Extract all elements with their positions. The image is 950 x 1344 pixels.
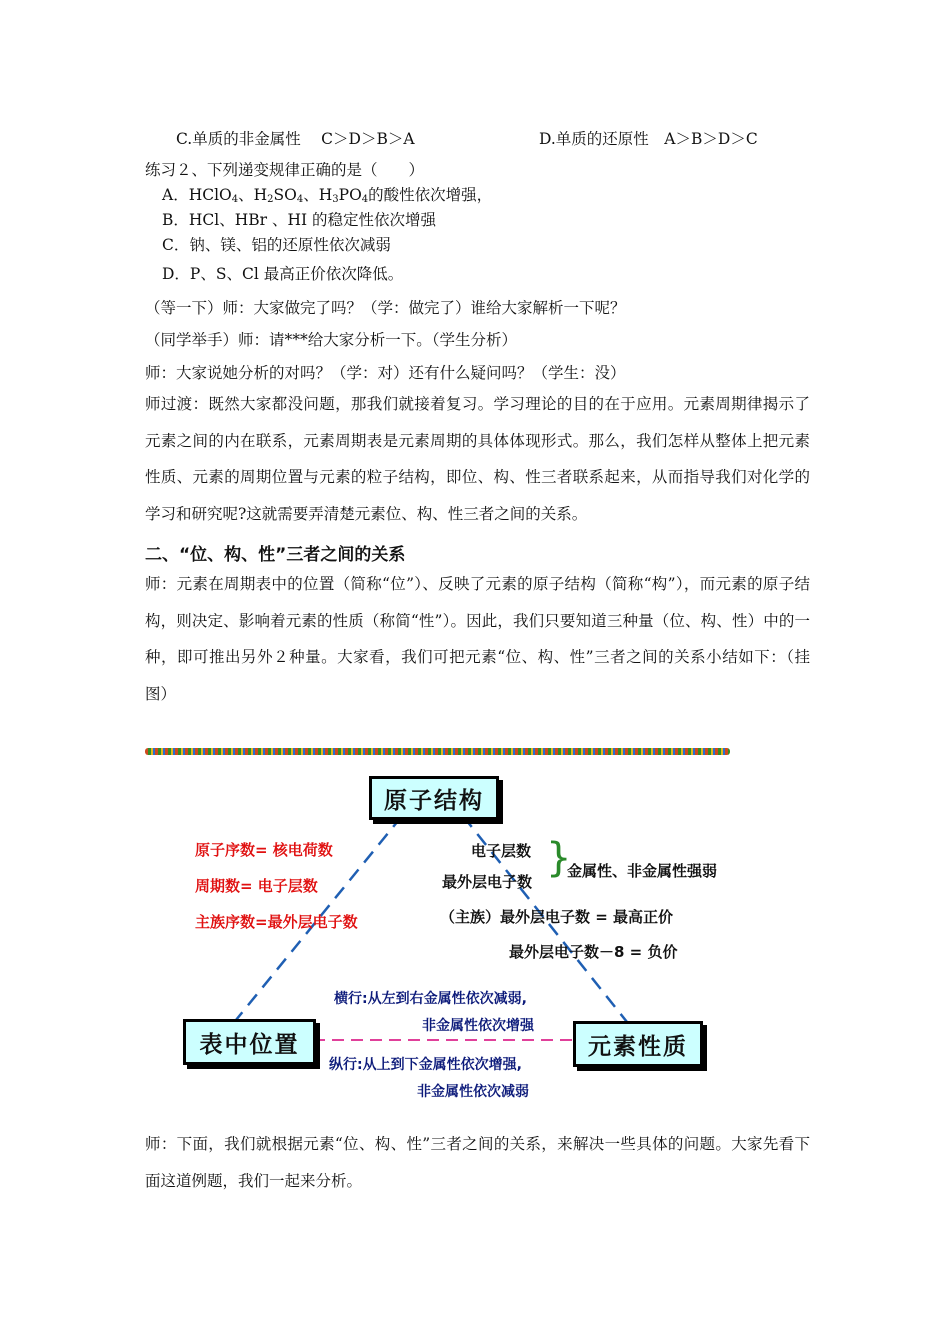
exercise2-option-d: D．P、S、Cl 最高正价依次降低。 — [162, 265, 404, 283]
label-column-trend-2: 非金属性依次减弱 — [417, 1084, 529, 1100]
label-atomic-number: 原子序数= 核电荷数 — [195, 841, 333, 859]
exercise2-option-b: B．HCl、HBr 、HI 的稳定性依次增强 — [162, 211, 437, 229]
label-negative-valence: 最外层电子数－8 = 负价 — [509, 943, 678, 961]
option-c-nonmetal: C.单质的非金属性 C＞D＞B＞A — [176, 130, 415, 148]
relation-paragraph: 师：元素在周期表中的位置（简称“位”）、反映了元素的原子结构（简称“构”），而元素的原子结构，则决定、影响着元素的性质（称简“性”）。因此，我们只要知道三种量（位、构、性）中的一种，即可推出另外２种量。大家看，我们可把元素“位、构、性”三者之间的关系小结如下：（挂图） — [145, 575, 810, 703]
box-atomic-structure: 原子结构 — [369, 776, 499, 820]
label-group-number: 主族序数=最外层电子数 — [195, 913, 358, 931]
label-row-trend-1: 横行:从左到右金属性依次减弱, — [334, 991, 527, 1007]
transition-paragraph: 师过渡：既然大家都没问题，那我们就接着复习。学习理论的目的在于应用。元素周期律揭示了元素之间的内在联系，元素周期表是元素周期的具体体现形式。那么，我们怎样从整体上把元素性质、元素的周期位置与元素的粒子结构，即位、构、性三者联系起来，从而指导我们对化学的学习和研究呢?这就需要弄清楚元素位、构、性三者之间的关系。 — [145, 395, 810, 523]
label-metallic-strength: 金属性、非金属性强弱 — [567, 862, 718, 880]
dialogue-line-1: （等一下）师：大家做完了吗？（学：做完了）谁给大家解析一下呢？ — [145, 299, 626, 317]
exercise2-option-a: A．HClO$_4$、$H_2SO_4$、$H_3PO_4$的酸性依次增强， — [162, 186, 493, 205]
section-heading: 二、“位、构、性”三者之间的关系 — [145, 545, 406, 565]
option-d-reducibility: D.单质的还原性 A＞B＞D＞C — [539, 130, 758, 148]
closing-paragraph: 师：下面，我们就根据元素“位、构、性”三者之间的关系，来解决一些具体的问题。大家先看下面这道例题，我们一起来分析。 — [145, 1135, 810, 1190]
label-row-trend-2: 非金属性依次增强 — [422, 1018, 534, 1034]
label-column-trend-1: 纵行:从上到下金属性依次增强, — [329, 1057, 522, 1073]
box-table-position: 表中位置 — [183, 1019, 316, 1065]
exercise2-option-c: C．钠、镁、铝的还原性依次减弱 — [162, 236, 391, 254]
dialogue-line-2: （同学举手）师：请***给大家分析一下。（学生分析） — [145, 331, 518, 349]
dialogue-line-3: 师：大家说她分析的对吗？（学：对）还有什么疑问吗？（学生：没） — [145, 364, 626, 382]
label-period-number: 周期数= 电子层数 — [195, 877, 318, 895]
brace-icon: } — [546, 835, 572, 881]
box-element-property: 元素性质 — [573, 1021, 703, 1067]
label-electron-layers: 电子层数 — [471, 842, 532, 860]
label-highest-valence: （主族）最外层电子数 = 最高正价 — [440, 908, 674, 926]
label-outer-electrons: 最外层电子数 — [442, 873, 533, 891]
exercise2-title: 练习２、下列递变规律正确的是（ ） — [145, 161, 425, 179]
